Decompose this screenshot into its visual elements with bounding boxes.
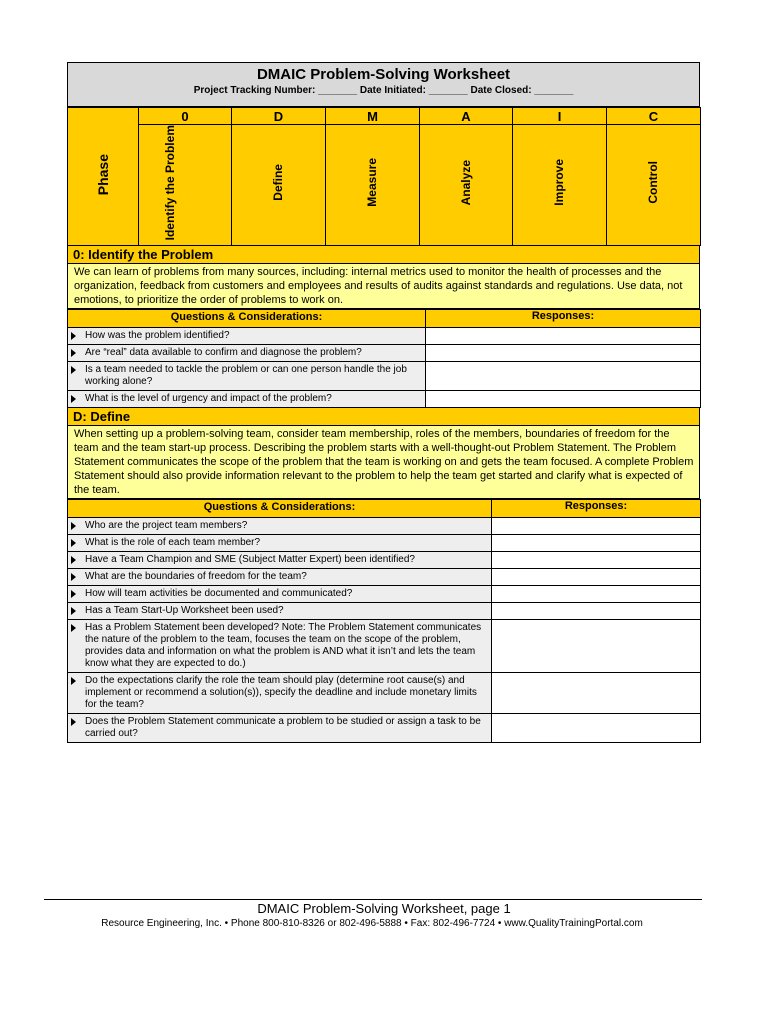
phase-label: Phase xyxy=(94,153,111,195)
phase-name-improve: Improve xyxy=(552,159,566,207)
question-text: Does the Problem Statement communicate a problem to be studied or assign a task to be carried out? xyxy=(85,716,481,740)
section-heading-define: D: Define xyxy=(67,408,700,426)
triangle-right-icon xyxy=(71,590,76,598)
response-field[interactable] xyxy=(492,586,701,603)
question-text: Is a team needed to tackle the problem or can one person handle the job working alone? xyxy=(85,364,407,388)
table-row xyxy=(68,391,426,408)
phase-letter-measure: M xyxy=(326,108,420,125)
section-intro-define: When setting up a problem-solving team, consider team membership, roles of the members, boundaries of freedom for the team and the team start-up process. Describing the problem starts with a well-thought-out Problem Statement. The Problem Statement communicates the scope of the problem that the team is working on and gets the team focused. A complete Problem Statement should also provide information relevant to the problem to help the team get started and clarify what is expected of the team. xyxy=(67,426,700,499)
triangle-right-icon xyxy=(71,718,76,726)
triangle-right-icon xyxy=(71,556,76,564)
section-intro-identify: We can learn of problems from many sources, including: internal metrics used to monitor the health of processes and the organization, feedback from customers and employees and results of audits against standards and regulations. Use data, not emotions, to prioritize the order of problems to work on. xyxy=(67,264,700,309)
phase-name-cell-control xyxy=(607,125,701,246)
question-text: How was the problem identified? xyxy=(85,330,230,342)
question-text: Are “real” data available to confirm and diagnose the problem? xyxy=(85,347,362,359)
phase-name-cell-analyze xyxy=(420,125,513,246)
section-heading-identify: 0: Identify the Problem xyxy=(67,246,700,264)
triangle-right-icon xyxy=(71,332,76,340)
footer-contact: Resource Engineering, Inc. • Phone 800-810-8326 or 802-496-5888 • Fax: 802-496-7724 • www.QualityTrainingPortal.com xyxy=(101,918,643,929)
response-field[interactable] xyxy=(426,362,701,391)
response-field[interactable] xyxy=(492,603,701,620)
table-row xyxy=(68,362,426,391)
phase-letter-analyze: A xyxy=(420,108,513,125)
triangle-right-icon xyxy=(71,607,76,615)
phase-name-identify: Identify the Problem xyxy=(163,125,177,241)
phase-name-define: Define xyxy=(271,164,285,202)
table-row xyxy=(68,535,492,552)
question-text: Do the expectations clarify the role the team should play (determine root cause(s) and implement or recommend a solution(s)), specify the deadline and include monetary limits for the team? xyxy=(85,675,477,711)
table-row xyxy=(68,345,426,362)
response-field[interactable] xyxy=(492,569,701,586)
response-field[interactable] xyxy=(492,620,701,673)
response-field[interactable] xyxy=(492,673,701,714)
triangle-right-icon xyxy=(71,624,76,632)
triangle-right-icon xyxy=(71,366,76,374)
questions-header: Questions & Considerations: xyxy=(68,310,426,328)
worksheet xyxy=(67,62,700,743)
response-field[interactable] xyxy=(492,552,701,569)
question-text: Have a Team Champion and SME (Subject Matter Expert) been identified? xyxy=(85,554,415,566)
response-field[interactable] xyxy=(426,345,701,362)
table-row xyxy=(68,518,492,535)
triangle-right-icon xyxy=(71,349,76,357)
response-field[interactable] xyxy=(492,714,701,743)
phase-letter-control: C xyxy=(607,108,701,125)
triangle-right-icon xyxy=(71,522,76,530)
responses-header: Responses: xyxy=(492,500,701,518)
footer-divider xyxy=(44,899,702,900)
table-row xyxy=(68,714,492,743)
phase-name-cell-identify xyxy=(139,125,232,246)
phase-name-cell-define xyxy=(232,125,326,246)
footer-title: DMAIC Problem-Solving Worksheet, page 1 xyxy=(257,901,511,916)
phase-table xyxy=(67,107,701,246)
table-row xyxy=(68,328,426,345)
responses-header: Responses: xyxy=(426,310,701,328)
triangle-right-icon xyxy=(71,395,76,403)
phase-name-measure: Measure xyxy=(365,158,379,208)
response-field[interactable] xyxy=(492,535,701,552)
table-row xyxy=(68,586,492,603)
triangle-right-icon xyxy=(71,573,76,581)
qa-table-identify xyxy=(67,309,701,408)
triangle-right-icon xyxy=(71,539,76,547)
phase-label-cell xyxy=(68,108,139,246)
phase-name-control: Control xyxy=(646,161,660,204)
triangle-right-icon xyxy=(71,677,76,685)
phase-letter-improve: I xyxy=(513,108,607,125)
table-row xyxy=(68,569,492,586)
table-row xyxy=(68,603,492,620)
phase-name-cell-improve xyxy=(513,125,607,246)
question-text: Has a Problem Statement been developed? Note: The Problem Statement communicates the nature of the problem to the team, focuses the team on the scope of the problem, provides data and information on what the problem is AND what it isn’t and lets the team know what they are expected to do.) xyxy=(85,622,482,670)
table-row xyxy=(68,620,492,673)
question-text: What are the boundaries of freedom for the team? xyxy=(85,571,307,583)
worksheet-title: DMAIC Problem-Solving Worksheet xyxy=(256,66,511,83)
worksheet-header xyxy=(67,62,700,107)
question-text: How will team activities be documented and communicated? xyxy=(85,588,353,600)
question-text: Who are the project team members? xyxy=(85,520,248,532)
response-field[interactable] xyxy=(492,518,701,535)
phase-name-cell-measure xyxy=(326,125,420,246)
table-row xyxy=(68,673,492,714)
questions-header: Questions & Considerations: xyxy=(68,500,492,518)
qa-table-define xyxy=(67,499,701,743)
response-field[interactable] xyxy=(426,328,701,345)
question-text: Has a Team Start-Up Worksheet been used? xyxy=(85,605,284,617)
phase-name-analyze: Analyze xyxy=(458,160,473,206)
phase-letter-define: D xyxy=(232,108,326,125)
question-text: What is the level of urgency and impact of the problem? xyxy=(85,393,332,405)
question-text: What is the role of each team member? xyxy=(85,537,261,549)
tracking-line: Project Tracking Number: _______ Date Initiated: _______ Date Closed: _______ xyxy=(193,85,574,96)
table-row xyxy=(68,552,492,569)
response-field[interactable] xyxy=(426,391,701,408)
phase-letter-identify: 0 xyxy=(139,108,232,125)
